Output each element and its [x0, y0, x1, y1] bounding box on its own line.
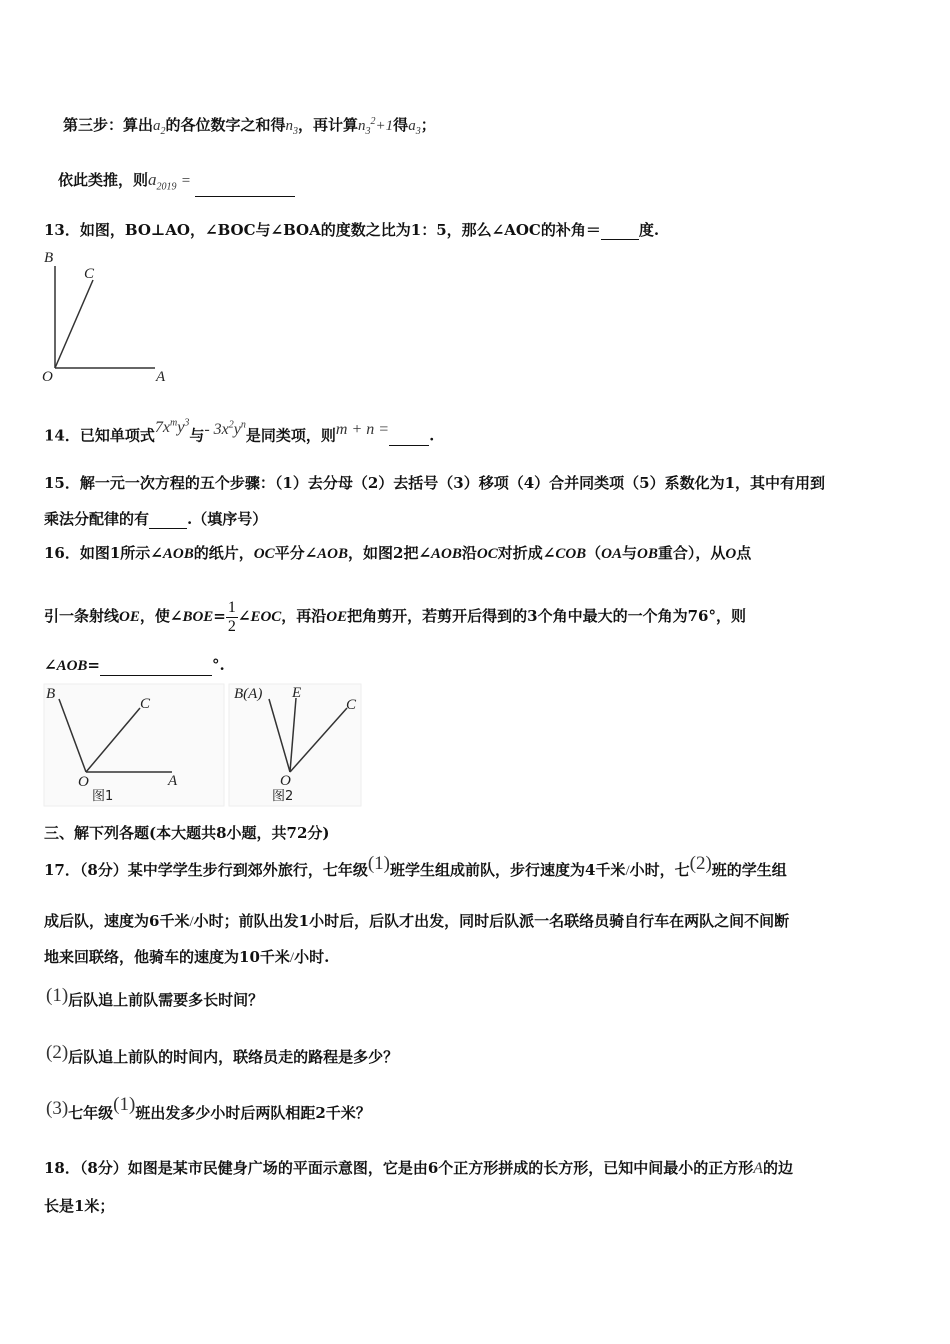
question-14: 14．已知单项式$7x^my^3$与- $3x^2y^n$是同类项，则m + n = . — [44, 418, 435, 445]
label-c: C — [84, 266, 95, 282]
question-18-line2: 长是1米； — [44, 1197, 115, 1215]
q16-figures — [44, 684, 364, 809]
question-13: 13．如图，BO⊥AO，∠BOC与∠BOA的度数之比为1：5，那么∠AOC的补角＝ 度. — [44, 221, 660, 239]
answer-blank[interactable] — [100, 659, 212, 676]
answer-blank[interactable] — [149, 512, 187, 529]
fig1-caption: 图1 — [92, 789, 114, 804]
fig2-label-ba: B(A) — [234, 686, 263, 702]
section-3-title: 三、解下列各题(本大题共8小题，共72分) — [44, 824, 330, 842]
question-17-sub1: (1)后队追上前队需要多长时间？ — [46, 985, 264, 1009]
question-15-line2: 乘法分配律的有 .（填序号） — [44, 510, 268, 528]
step3-line: 第三步：算出$a_2$的各位数字之和得$n_3$，再计算$n_3^2+1$得$a_3$； — [63, 116, 436, 137]
a2-symbol: $a_2$ — [153, 118, 166, 137]
n3-squared-plus-one: $n_3^2+1$ — [358, 116, 394, 137]
answer-blank[interactable] — [601, 223, 639, 240]
fig2-label-o: O — [280, 773, 291, 789]
fig1-label-o: O — [78, 774, 89, 790]
fig2-label-c: C — [346, 697, 357, 713]
question-17-line3: 地来回联络，他骑车的速度为10千米/小时. — [44, 948, 330, 966]
fig2-label-e: E — [292, 685, 302, 701]
a2019-symbol: $a_{2019}$ — [148, 170, 177, 193]
n3-symbol: $n_3$ — [285, 118, 299, 137]
question-16-line2: 引一条射线OE，使∠BOE= $\frac{1}{2}$ ∠EOC，再沿OE把角剪开，若剪开后得到的3个角中最大的一个角为76°，则 — [44, 598, 746, 635]
step3-prefix: 第三步：算出 — [63, 116, 154, 134]
answer-blank[interactable] — [195, 180, 295, 197]
question-17-line2: 成后队，速度为6千米/小时；前队出发1小时后，后队才出发，同时后队派一名联络员骑自行车在两队之间不间断 — [44, 912, 790, 930]
a3-symbol: $a_3$ — [408, 118, 421, 137]
label-o: O — [42, 369, 53, 385]
fig1-label-b: B — [46, 686, 56, 702]
one-half-fraction: $\frac{1}{2}$ — [227, 598, 236, 635]
q13-figure — [40, 248, 180, 388]
label-a: A — [156, 369, 166, 385]
m-plus-n-expression: m + n = — [335, 421, 390, 439]
question-17-sub2: (2)后队追上前队的时间内，联络员走的路程是多少？ — [46, 1042, 399, 1066]
induction-line: 依此类推，则$a_{2019}$ = — [58, 170, 295, 197]
question-16-line1: 16．如图1所示∠AOB的纸片，OC平分∠AOB，如图2把∠AOB沿OC对折成∠COB（OA与OB重合），从O点 — [44, 544, 752, 562]
fig1-frame — [44, 684, 224, 806]
label-b: B — [44, 250, 54, 266]
fig1-label-c: C — [140, 696, 151, 712]
fig1-label-a: A — [168, 773, 178, 789]
question-18-line1: 18．（8分）如图是某市民健身广场的平面示意图，它是由6个正方形拼成的长方形，已知中间最小的正方形A的边 — [44, 1159, 794, 1177]
answer-blank[interactable] — [389, 429, 429, 446]
monomial-2: - $3x^2y^n$ — [204, 420, 246, 439]
ray-oc — [55, 280, 93, 368]
fig2-caption: 图2 — [272, 789, 294, 804]
question-15-line1: 15．解一元一次方程的五个步骤：（1）去分母（2）去括号（3）移项（4）合并同类项（5）系数化为1，其中有用到 — [44, 474, 826, 492]
question-17-sub3: (3)七年级(1)班出发多少小时后两队相距2千米？ — [46, 1094, 371, 1122]
question-16-line3: ∠AOB= °. — [44, 656, 225, 674]
question-17-line1: 17．（8分）某中学学生步行到郊外旅行，七年级(1)班学生组成前队，步行速度为4千米/小时，七(2)班的学生组 — [44, 853, 787, 879]
monomial-1: $7x^my^3$ — [154, 418, 190, 437]
